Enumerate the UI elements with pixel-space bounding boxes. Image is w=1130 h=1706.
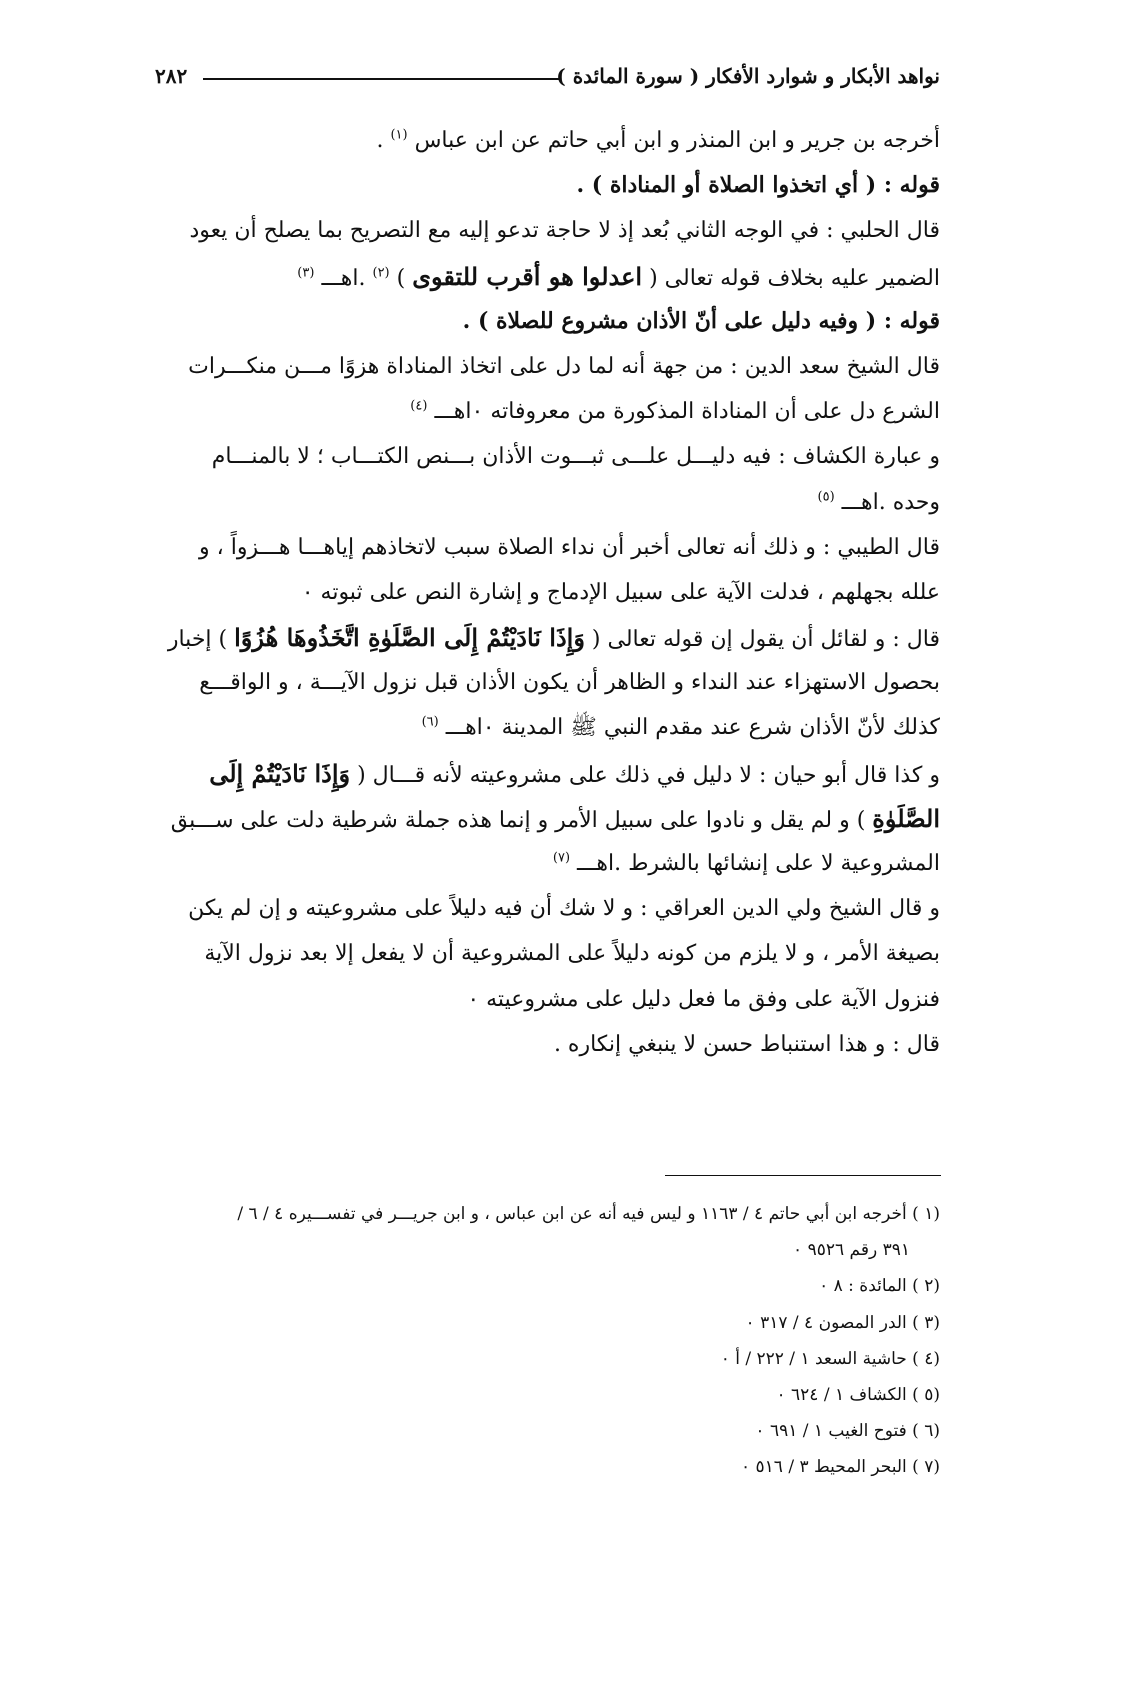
text-line xyxy=(143,118,940,163)
line-text: كذلك لأنّ الأذان شرع عند مقدم النبي ﷺ المدينة ٠اهـــ xyxy=(445,715,940,741)
footnote-item: (٥ ) الكشاف ١ / ٦٢٤ ٠ xyxy=(776,1384,940,1405)
text-line xyxy=(143,480,940,525)
line-text: و كذا قال أبو حيان : لا دليل في ذلك على مشروعيته لأنه قـــال ( xyxy=(350,762,940,788)
text-line xyxy=(143,841,940,886)
footnotes xyxy=(143,1196,940,1486)
main-text xyxy=(143,118,940,1067)
text-line xyxy=(143,796,940,841)
line-text: ) إخبار xyxy=(167,627,235,653)
page-number: ٢٨٢ xyxy=(155,64,188,88)
text-line xyxy=(143,705,940,750)
text-line: قال الحلبي : في الوجه الثاني بُعد إذ لا حاجة تدعو إليه مع التصريح بما يصلح أن يعود xyxy=(189,218,940,244)
text-line xyxy=(143,751,940,796)
text-line xyxy=(143,389,940,434)
text-line: قال : و هذا استنباط حسن لا ينبغي إنكاره . xyxy=(553,1031,940,1057)
footnote-ref: (٧) xyxy=(552,850,571,866)
text-line xyxy=(143,254,940,299)
text-line: قال الشيخ سعد الدين : من جهة أنه لما دل على اتخاذ المناداة هزوًا مـــن منكـــرات xyxy=(188,353,940,379)
text-line xyxy=(143,615,940,660)
footnote-item: (١ ) أخرجه ابن أبي حاتم ٤ / ١١٦٣ و ليس فيه أنه عن ابن عباس ، و ابن جريـــر في تفســـيره ٤ / ٦ / xyxy=(237,1204,940,1224)
text-line: قال الطيبي : و ذلك أنه تعالى أخبر أن نداء الصلاة سبب لاتخاذهم إياهـــا هـــزواً ، و xyxy=(199,534,940,560)
footnote-ref: (٤) xyxy=(410,398,428,414)
quote-heading: قوله : ( أي اتخذوا الصلاة أو المناداة ) . xyxy=(576,172,940,199)
footnote-separator xyxy=(665,1175,941,1176)
footnote-item: (٦ ) فتوح الغيب ١ / ٦٩١ ٠ xyxy=(755,1421,940,1442)
footnote-ref: (٣) xyxy=(297,265,315,281)
footnote-ref: (٢) xyxy=(372,265,390,281)
line-text: ) و لم يقل و نادوا على سبيل الأمر و إنما هذه جملة شرطية دلت على ســـبق xyxy=(170,807,873,833)
text-line: بحصول الاستهزاء عند النداء و الظاهر أن يكون الأذان قبل نزول الآيـــة ، و الواقـــع xyxy=(199,670,940,696)
quran-verse: وَإِذَا نَادَيْتُمْ إِلَى الصَّلَوٰةِ اتَّخَذُوهَا هُزُوًا xyxy=(234,623,585,653)
footnote-item-continued: ٣٩١ رقم ٩٥٢٦ ٠ xyxy=(793,1240,910,1261)
text-line: و قال الشيخ ولي الدين العراقي : و لا شك أن فيه دليلاً على مشروعيته و إن لم يكن xyxy=(188,896,940,922)
footnote-item: (٤ ) حاشية السعد ١ / ٢٢٢ / أ ٠ xyxy=(720,1348,940,1369)
footnote-item: (٣ ) الدر المصون ٤ / ٣١٧ ٠ xyxy=(745,1312,940,1333)
line-text: المشروعية لا على إنشائها بالشرط .اهـــ xyxy=(577,851,940,876)
line-text: أخرجه بن جرير و ابن المنذر و ابن أبي حاتم عن ابن عباس xyxy=(414,128,940,153)
header-rule xyxy=(203,78,560,80)
line-text: ) xyxy=(396,265,413,291)
footnote-item: (٧ ) البحر المحيط ٣ / ٥١٦ ٠ xyxy=(740,1457,940,1478)
line-text: . xyxy=(376,128,391,153)
line-text: وحده .اهـــ xyxy=(841,489,940,515)
header-title: نواهد الأبكار و شوارد الأفكار ( سورة المائدة ) xyxy=(556,64,940,88)
running-header xyxy=(155,64,940,94)
quran-verse: الصَّلَوٰةِ xyxy=(872,803,940,833)
line-text: الضمير عليه بخلاف قوله تعالى ( xyxy=(642,265,940,291)
line-text: .اهـــ xyxy=(321,265,373,291)
quote-heading: قوله : ( وفيه دليل على أنّ الأذان مشروع للصلاة ) . xyxy=(462,307,940,334)
footnote-ref: (٥) xyxy=(817,489,835,505)
text-line: فنزول الآية على وفق ما فعل دليل على مشروعيته ٠ xyxy=(467,986,940,1012)
quran-verse: اعدلوا هو أقرب للتقوى xyxy=(412,261,643,291)
text-line: بصيغة الأمر ، و لا يلزم من كونه دليلاً على المشروعية أن لا يفعل إلا بعد نزول الآية xyxy=(204,941,940,967)
footnote-item: (٢ ) المائدة : ٨ ٠ xyxy=(819,1276,940,1297)
quran-verse: وَإِذَا نَادَيْتُمْ إِلَى xyxy=(209,758,351,788)
line-text: قال : و لقائل أن يقول إن قوله تعالى ( xyxy=(584,627,940,653)
footnote-ref: (٦) xyxy=(421,715,439,731)
footnote-ref: (١) xyxy=(390,127,408,143)
text-line: و عبارة الكشاف : فيه دليـــل علـــى ثبـــوت الأذان بـــنص الكتـــاب ؛ لا بالمنـــام xyxy=(211,444,940,470)
line-text: الشرع دل على أن المناداة المذكورة من معروفاته ٠اهـــ xyxy=(434,399,940,425)
text-line: علله بجهلهم ، فدلت الآية على سبيل الإدماج و إشارة النص على ثبوته ٠ xyxy=(301,579,940,605)
